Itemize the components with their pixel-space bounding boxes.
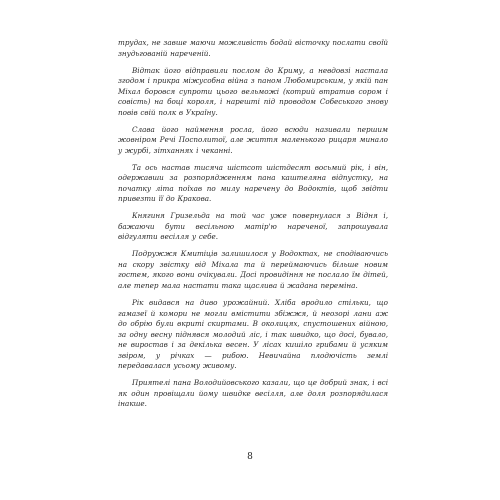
book-page-text <box>118 38 388 416</box>
paragraph-6: Подружжя Кмитіців залишилося у Водоктах, не сподіваючись на скору звістку від Міхала та й переймаючись більше новим гостем, якого вони очікували. Досі провидіння не послало їм дітей, але тепер мала настати така щаслива й жадана переміна. <box>118 249 388 290</box>
paragraph-5: Княгиня Гризельда на той час уже повернулася з Відня і, бажаючи бути весільною матір'ю нареченої, запрошувала відгуляти весілля у себе. <box>118 211 388 242</box>
paragraph-1: трудах, не завше маючи можливість бодай вісточку послати своїй знудьгованій нареченій. <box>118 38 388 58</box>
paragraph-8: Приятелі пана Володийовського казали, що це добрий знак, і всі як один провіщали йому швидке весілля, але доля розпорядилася інакше. <box>118 378 388 409</box>
paragraph-7: Рік видався на диво урожайний. Хліба вродило стільки, що гамазеї й комори не могли вмістити збіжжя, й неозорі лани аж до обрію були вкриті скиртами. В околицях, спустошених війною, за одну весну піднявся молодий ліс, і так швидко, що досі, бувало, не виростав і за декілька весен. У лісах кишіло грибами й усяким звіром, у річках — рибою. Невичайна плодючість землі передавалася усьому живому. <box>118 298 388 371</box>
paragraph-2: Відтак його відправили послом до Криму, а невдовзі настала згодом і прикра міжусобна війна з паном Любомирським, у якій пан Міхал боровся супроти цього вельможі (котрий втратив сором і совість) на боці короля, і нарешті під проводом Собеського знову повів свій полк в Україну. <box>118 65 388 117</box>
paragraph-3: Слава його наймення росла, його всюди називали першим жовніром Речі Посполитої, але життя маленького рицаря минало у журбі, зітханнях і чеканні. <box>118 124 388 155</box>
paragraph-4: Та ось настав тисяча шістсот шістдесят восьмий рік, і він, одержавши за розпорядженням пана каштеляна відпустку, на початку літа поїхав по милу наречену до Водоктів, щоб звідти привезти її до Кракова. <box>118 162 388 204</box>
page-number: 8 <box>247 452 253 462</box>
